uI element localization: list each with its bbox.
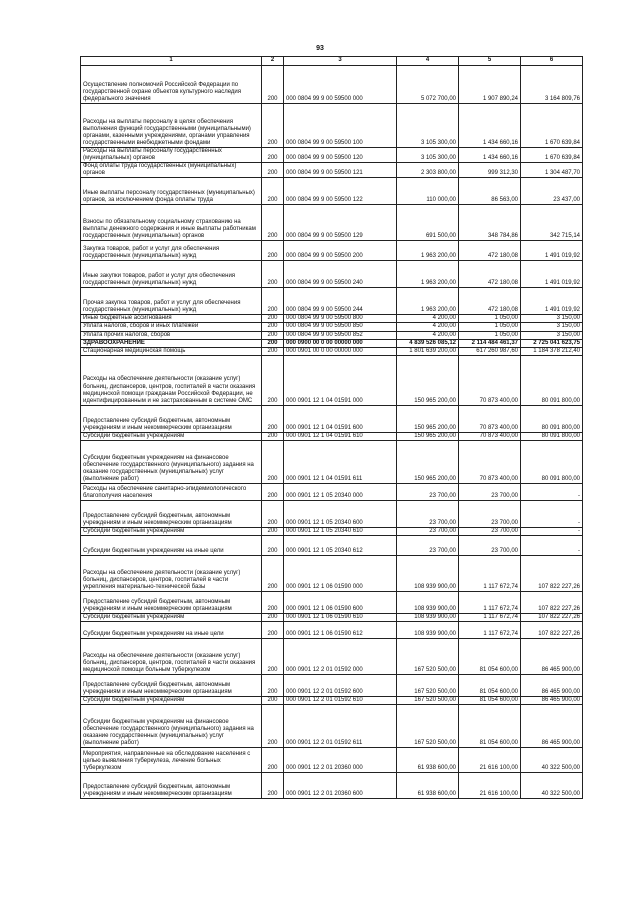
row-name-cell: Предоставление субсидий бюджетным, автономным учреждениям и иным некоммерческим организациям (81, 405, 262, 432)
row-approved-cell: 167 520 500,00 (397, 675, 459, 697)
row-kbk-cell: 000 0804 99 9 00 59500 800 (284, 315, 397, 323)
row-kbk-cell: 000 0901 12 2 01 20360 000 (284, 748, 397, 773)
row-code-cell: 200 (262, 148, 284, 163)
row-kbk-cell: 000 0901 12 1 05 20340 000 (284, 483, 397, 500)
row-approved-cell: 108 939 900,00 (397, 592, 459, 614)
row-kbk-cell: 000 0804 99 9 00 59500 129 (284, 205, 397, 241)
row-executed-cell: 1 434 660,16 (459, 148, 521, 163)
header-col-3: 3 (284, 57, 397, 66)
row-code-cell: 200 (262, 178, 284, 205)
row-approved-cell: 108 939 900,00 (397, 622, 459, 639)
row-executed-cell: 348 784,86 (459, 205, 521, 241)
table-row (81, 261, 583, 288)
row-name-cell: Субсидии бюджетным учреждениям (81, 614, 262, 622)
row-name-cell: Предоставление субсидий бюджетным, автономным учреждениям и иным некоммерческим организациям (81, 500, 262, 527)
table-row (81, 66, 583, 104)
row-remainder-cell: 1 670 639,84 (521, 104, 583, 148)
row-remainder-cell: 1 491 019,92 (521, 241, 583, 261)
row-name-cell: Иные выплаты персоналу государственных (муниципальных) органов, за исключением фонда оплаты труда (81, 178, 262, 205)
row-kbk-cell: 000 0901 12 1 06 01590 600 (284, 592, 397, 614)
table-row (81, 773, 583, 799)
row-kbk-cell: 000 0804 99 9 00 59500 100 (284, 104, 397, 148)
table-row (81, 432, 583, 440)
row-code-cell: 200 (262, 405, 284, 432)
row-executed-cell: 1 117 672,74 (459, 614, 521, 622)
row-code-cell: 200 (262, 315, 284, 323)
row-approved-cell: 167 520 500,00 (397, 697, 459, 705)
row-name-cell: Субсидии бюджетным учреждениям (81, 527, 262, 535)
row-name-cell: Расходы на обеспечение деятельности (оказание услуг) больниц, диспансеров, центров, госпиталей в части оказания медицинской помощи гражданам Российской Федерации, не идентифицированным и не застрахованным в системе ОМС (81, 355, 262, 405)
row-executed-cell: 70 873 400,00 (459, 432, 521, 440)
row-remainder-cell: 1 184 378 212,40 (521, 347, 583, 355)
row-kbk-cell: 000 0804 99 9 00 59500 122 (284, 178, 397, 205)
row-remainder-cell: 107 822 227,26 (521, 614, 583, 622)
row-remainder-cell: 3 150,00 (521, 323, 583, 331)
row-code-cell: 200 (262, 339, 284, 347)
row-approved-cell: 4 839 526 085,12 (397, 339, 459, 347)
row-kbk-cell: 000 0901 00 0 00 00000 000 (284, 347, 397, 355)
row-approved-cell: 23 700,00 (397, 536, 459, 556)
row-remainder-cell: 1 670 639,84 (521, 148, 583, 163)
row-executed-cell: 70 873 400,00 (459, 405, 521, 432)
table-row (81, 104, 583, 148)
row-executed-cell: 1 117 672,74 (459, 622, 521, 639)
row-remainder-cell: 80 091 800,00 (521, 355, 583, 405)
table-row (81, 639, 583, 675)
row-name-cell: Субсидии бюджетным учреждениям (81, 432, 262, 440)
row-executed-cell: 86 563,00 (459, 178, 521, 205)
table-row (81, 536, 583, 556)
row-approved-cell: 150 965 200,00 (397, 405, 459, 432)
row-name-cell: Уплата налогов, сборов и иных платежей (81, 323, 262, 331)
row-code-cell: 200 (262, 697, 284, 705)
row-code-cell: 200 (262, 261, 284, 288)
row-approved-cell: 1 801 639 200,00 (397, 347, 459, 355)
row-remainder-cell: 107 822 227,26 (521, 592, 583, 614)
row-approved-cell: 167 520 500,00 (397, 705, 459, 748)
row-remainder-cell: 80 091 800,00 (521, 405, 583, 432)
table-row (81, 440, 583, 483)
row-executed-cell: 81 054 600,00 (459, 697, 521, 705)
row-approved-cell: 1 963 200,00 (397, 241, 459, 261)
row-approved-cell: 150 965 200,00 (397, 355, 459, 405)
row-executed-cell: 81 054 600,00 (459, 705, 521, 748)
row-kbk-cell: 000 0804 99 9 00 59500 244 (284, 288, 397, 315)
row-name-cell: Предоставление субсидий бюджетным, автономным учреждениям и иным некоммерческим организациям (81, 773, 262, 799)
table-row (81, 339, 583, 347)
row-remainder-cell: 86 465 900,00 (521, 639, 583, 675)
row-approved-cell: 61 938 600,00 (397, 748, 459, 773)
row-kbk-cell: 000 0901 12 1 04 01591 600 (284, 405, 397, 432)
row-executed-cell: 23 700,00 (459, 527, 521, 535)
table-row (81, 675, 583, 697)
row-code-cell: 200 (262, 440, 284, 483)
row-name-cell: Субсидии бюджетным учреждениям (81, 697, 262, 705)
row-kbk-cell: 000 0901 12 1 05 20340 610 (284, 527, 397, 535)
row-remainder-cell: 1 304 487,70 (521, 163, 583, 178)
header-col-2: 2 (262, 57, 284, 66)
table-row (81, 500, 583, 527)
row-name-cell: ЗДРАВООХРАНЕНИЕ (81, 339, 262, 347)
table-row (81, 483, 583, 500)
row-executed-cell: 81 054 600,00 (459, 675, 521, 697)
row-executed-cell: 81 054 600,00 (459, 639, 521, 675)
header-col-6: 6 (521, 57, 583, 66)
table-row (81, 614, 583, 622)
row-remainder-cell: 107 822 227,26 (521, 622, 583, 639)
row-executed-cell: 1 117 672,74 (459, 556, 521, 592)
header-col-1: 1 (81, 57, 262, 66)
row-code-cell: 200 (262, 241, 284, 261)
row-code-cell: 200 (262, 288, 284, 315)
row-name-cell: Прочая закупка товаров, работ и услуг для обеспечения государственных (муниципальных) нужд (81, 288, 262, 315)
row-name-cell: Субсидии бюджетным учреждениям на финансовое обеспечение государственного (муниципального) задания на оказание государственных (муниципальных) услуг (выполнение работ) (81, 705, 262, 748)
table-row (81, 705, 583, 748)
row-kbk-cell: 000 0901 12 2 01 01592 600 (284, 675, 397, 697)
row-kbk-cell: 000 0804 99 9 00 59500 850 (284, 323, 397, 331)
row-name-cell: Мероприятия, направленные на обследование населения с целью выявления туберкулеза, лечение больных туберкулезом (81, 748, 262, 773)
row-name-cell: Иные бюджетные ассигнования (81, 315, 262, 323)
row-executed-cell: 70 873 400,00 (459, 440, 521, 483)
row-name-cell: Расходы на обеспечение деятельности (оказание услуг) больниц, диспансеров, центров, госпиталей в части укрепления материально-технической базы (81, 556, 262, 592)
row-name-cell: Расходы на выплаты персоналу в целях обеспечения выполнения функций государственными (муниципальными) органами, казенными учреждениями, органами управления государственными внебюджетными фондами (81, 104, 262, 148)
row-approved-cell: 4 200,00 (397, 323, 459, 331)
row-remainder-cell: 2 725 041 623,75 (521, 339, 583, 347)
table-row (81, 556, 583, 592)
row-approved-cell: 4 200,00 (397, 315, 459, 323)
row-name-cell: Взносы по обязательному социальному страхованию на выплаты денежного содержания и иные выплаты работникам государственных (муниципальных) органов (81, 205, 262, 241)
row-approved-cell: 5 072 700,00 (397, 66, 459, 104)
row-name-cell: Иные закупки товаров, работ и услуг для обеспечения государственных (муниципальных) нужд (81, 261, 262, 288)
table-row (81, 697, 583, 705)
row-kbk-cell: 000 0901 12 2 01 01592 000 (284, 639, 397, 675)
row-code-cell: 200 (262, 614, 284, 622)
table-row (81, 405, 583, 432)
row-name-cell: Предоставление субсидий бюджетным, автономным учреждениям и иным некоммерческим организациям (81, 592, 262, 614)
row-kbk-cell: 000 0804 99 9 00 59500 000 (284, 66, 397, 104)
row-executed-cell: 2 114 484 461,37 (459, 339, 521, 347)
table-row (81, 347, 583, 355)
row-name-cell: Расходы на обеспечение деятельности (оказание услуг) больниц, диспансеров, центров, госпиталей в части оказания медицинской помощи больным туберкулезом (81, 639, 262, 675)
row-executed-cell: 617 260 987,60 (459, 347, 521, 355)
row-remainder-cell: 86 465 900,00 (521, 697, 583, 705)
row-code-cell: 200 (262, 773, 284, 799)
table-header-row (81, 57, 583, 66)
row-approved-cell: 691 500,00 (397, 205, 459, 241)
row-remainder-cell: 86 465 900,00 (521, 675, 583, 697)
row-code-cell: 200 (262, 748, 284, 773)
table-row (81, 748, 583, 773)
row-name-cell: Предоставление субсидий бюджетным, автономным учреждениям и иным некоммерческим организациям (81, 675, 262, 697)
row-name-cell: Уплата прочих налогов, сборов (81, 331, 262, 339)
table-row (81, 163, 583, 178)
row-executed-cell: 23 700,00 (459, 483, 521, 500)
row-code-cell: 200 (262, 323, 284, 331)
row-approved-cell: 150 965 200,00 (397, 432, 459, 440)
table-row (81, 241, 583, 261)
row-remainder-cell: 80 091 800,00 (521, 432, 583, 440)
row-code-cell: 200 (262, 556, 284, 592)
budget-table (80, 56, 583, 799)
row-name-cell: Субсидии бюджетным учреждениям на иные цели (81, 622, 262, 639)
row-kbk-cell: 000 0901 12 1 06 01590 610 (284, 614, 397, 622)
row-name-cell: Субсидии бюджетным учреждениям на финансовое обеспечение государственного (муниципального) задания на оказание государственных (муниципальных) услуг (выполнение работ) (81, 440, 262, 483)
row-name-cell: Закупка товаров, работ и услуг для обеспечения государственных (муниципальных) нужд (81, 241, 262, 261)
row-executed-cell: 472 180,08 (459, 261, 521, 288)
row-kbk-cell: 000 0804 99 9 00 59500 121 (284, 163, 397, 178)
row-executed-cell: 1 050,00 (459, 331, 521, 339)
row-executed-cell: 70 873 400,00 (459, 355, 521, 405)
row-executed-cell: 21 616 100,00 (459, 773, 521, 799)
row-approved-cell: 2 303 800,00 (397, 163, 459, 178)
row-executed-cell: 999 312,30 (459, 163, 521, 178)
row-code-cell: 200 (262, 536, 284, 556)
row-approved-cell: 110 000,00 (397, 178, 459, 205)
table-row (81, 288, 583, 315)
row-approved-cell: 1 963 200,00 (397, 261, 459, 288)
row-approved-cell: 61 938 600,00 (397, 773, 459, 799)
row-executed-cell: 1 907 890,24 (459, 66, 521, 104)
row-remainder-cell: 80 091 800,00 (521, 440, 583, 483)
table-row (81, 315, 583, 323)
row-code-cell: 200 (262, 347, 284, 355)
row-code-cell: 200 (262, 66, 284, 104)
row-code-cell: 200 (262, 527, 284, 535)
row-code-cell: 200 (262, 675, 284, 697)
table-row (81, 527, 583, 535)
row-remainder-cell: - (521, 536, 583, 556)
row-executed-cell: 21 616 100,00 (459, 748, 521, 773)
table-row (81, 178, 583, 205)
row-remainder-cell: 3 150,00 (521, 331, 583, 339)
row-code-cell: 200 (262, 355, 284, 405)
row-executed-cell: 472 180,08 (459, 288, 521, 315)
row-code-cell: 200 (262, 483, 284, 500)
row-approved-cell: 150 965 200,00 (397, 440, 459, 483)
row-remainder-cell: 40 322 500,00 (521, 773, 583, 799)
row-approved-cell: 108 939 900,00 (397, 556, 459, 592)
row-kbk-cell: 000 0901 12 1 05 20340 612 (284, 536, 397, 556)
row-remainder-cell: - (521, 500, 583, 527)
row-approved-cell: 3 105 300,00 (397, 148, 459, 163)
table-row (81, 323, 583, 331)
row-code-cell: 200 (262, 205, 284, 241)
row-approved-cell: 108 939 900,00 (397, 614, 459, 622)
row-remainder-cell: 3 150,00 (521, 315, 583, 323)
row-executed-cell: 1 117 672,74 (459, 592, 521, 614)
table-body (81, 66, 583, 799)
row-kbk-cell: 000 0901 12 1 04 01591 610 (284, 432, 397, 440)
row-kbk-cell: 000 0901 12 1 04 01591 611 (284, 440, 397, 483)
row-remainder-cell: 40 322 500,00 (521, 748, 583, 773)
row-kbk-cell: 000 0901 12 1 04 01591 000 (284, 355, 397, 405)
row-code-cell: 200 (262, 639, 284, 675)
row-remainder-cell: 23 437,00 (521, 178, 583, 205)
table-row (81, 622, 583, 639)
row-name-cell: Расходы на выплаты персоналу государственных (муниципальных) органов (81, 148, 262, 163)
row-kbk-cell: 000 0901 12 2 01 20360 600 (284, 773, 397, 799)
row-remainder-cell: - (521, 527, 583, 535)
row-code-cell: 200 (262, 622, 284, 639)
row-name-cell: Расходы на обеспечение санитарно-эпидемиологического благополучия населения (81, 483, 262, 500)
table-row (81, 148, 583, 163)
row-name-cell: Стационарная медицинская помощь (81, 347, 262, 355)
row-kbk-cell: 000 0900 00 0 00 00000 000 (284, 339, 397, 347)
row-kbk-cell: 000 0901 12 1 06 01590 612 (284, 622, 397, 639)
row-code-cell: 200 (262, 163, 284, 178)
row-kbk-cell: 000 0901 12 1 06 01590 000 (284, 556, 397, 592)
row-approved-cell: 23 700,00 (397, 483, 459, 500)
header-col-5: 5 (459, 57, 521, 66)
row-code-cell: 200 (262, 705, 284, 748)
row-executed-cell: 1 434 660,16 (459, 104, 521, 148)
table-row (81, 205, 583, 241)
row-remainder-cell: 1 491 019,92 (521, 288, 583, 315)
table-row (81, 331, 583, 339)
row-remainder-cell: 107 822 227,26 (521, 556, 583, 592)
table-row (81, 355, 583, 405)
row-remainder-cell: 86 465 900,00 (521, 705, 583, 748)
row-code-cell: 200 (262, 104, 284, 148)
row-executed-cell: 1 050,00 (459, 315, 521, 323)
row-kbk-cell: 000 0901 12 2 01 01592 610 (284, 697, 397, 705)
row-name-cell: Осуществление полномочий Российской Федерации по государственной охране объектов культурного наследия федерального значения (81, 66, 262, 104)
row-approved-cell: 23 700,00 (397, 500, 459, 527)
row-code-cell: 200 (262, 592, 284, 614)
row-code-cell: 200 (262, 331, 284, 339)
row-approved-cell: 3 105 300,00 (397, 104, 459, 148)
row-approved-cell: 23 700,00 (397, 527, 459, 535)
row-kbk-cell: 000 0901 12 1 05 20340 600 (284, 500, 397, 527)
row-name-cell: Фонд оплаты труда государственных (муниципальных) органов (81, 163, 262, 178)
row-kbk-cell: 000 0804 99 9 00 59500 200 (284, 241, 397, 261)
row-name-cell: Субсидии бюджетным учреждениям на иные цели (81, 536, 262, 556)
row-remainder-cell: 1 491 019,92 (521, 261, 583, 288)
header-col-4: 4 (397, 57, 459, 66)
row-executed-cell: 23 700,00 (459, 500, 521, 527)
row-executed-cell: 472 180,08 (459, 241, 521, 261)
page-number: 93 (316, 45, 324, 52)
row-approved-cell: 167 520 500,00 (397, 639, 459, 675)
row-kbk-cell: 000 0804 99 9 00 59500 240 (284, 261, 397, 288)
row-code-cell: 200 (262, 432, 284, 440)
row-remainder-cell: - (521, 483, 583, 500)
row-approved-cell: 1 963 200,00 (397, 288, 459, 315)
row-remainder-cell: 3 164 809,76 (521, 66, 583, 104)
table-row (81, 592, 583, 614)
row-remainder-cell: 342 715,14 (521, 205, 583, 241)
row-executed-cell: 23 700,00 (459, 536, 521, 556)
row-kbk-cell: 000 0804 99 9 00 59500 120 (284, 148, 397, 163)
row-code-cell: 200 (262, 500, 284, 527)
row-approved-cell: 4 200,00 (397, 331, 459, 339)
row-kbk-cell: 000 0901 12 2 01 01592 611 (284, 705, 397, 748)
row-kbk-cell: 000 0804 99 9 00 59500 852 (284, 331, 397, 339)
row-executed-cell: 1 050,00 (459, 323, 521, 331)
